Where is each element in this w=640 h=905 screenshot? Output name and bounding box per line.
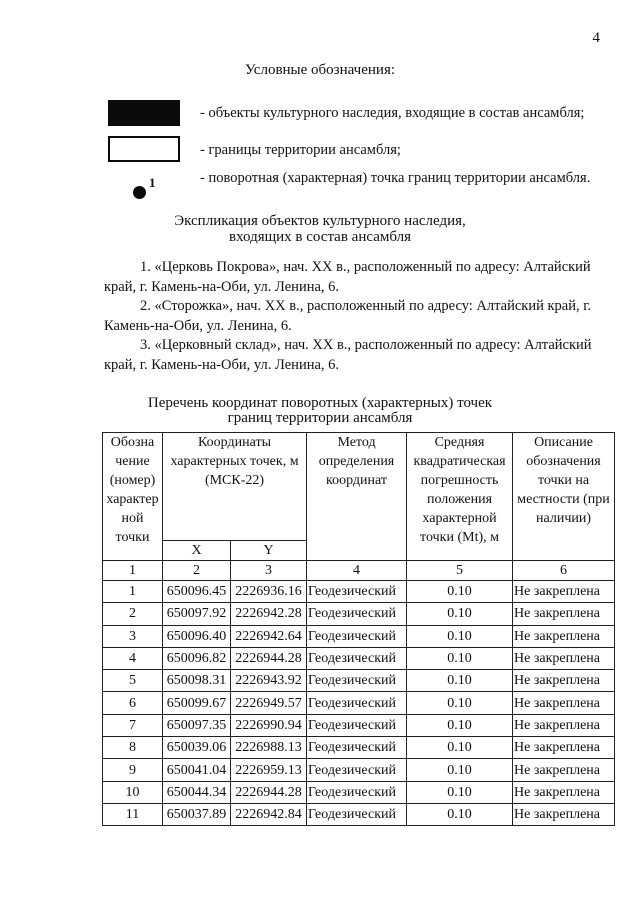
header-description: Описание обозначения точки на местности (при наличии): [513, 433, 615, 561]
table-row: [103, 737, 615, 759]
cell-method: Геодезический: [307, 781, 407, 803]
table-title-line2: границ территории ансамбля: [227, 410, 413, 426]
cell-coord-y: 2226942.64: [231, 625, 307, 647]
header-coordinates: Координаты характерных точек, м (МСК-22): [163, 433, 307, 541]
cell-point-number: 11: [103, 803, 163, 825]
cell-error: 0.10: [407, 670, 513, 692]
explication-item: 3. «Церковный склад», нач. XX в., расположенный по адресу: Алтайский край, г. Камень-на-Оби, ул. Ленина, 6.: [104, 337, 592, 373]
legend-item-point: - поворотная (характерная) точка границ территории ансамбля.: [200, 170, 591, 186]
territory-boundary-swatch: [108, 136, 180, 162]
cell-description: Не закреплена: [513, 581, 615, 603]
cell-coord-y: 2226944.28: [231, 781, 307, 803]
cell-point-number: 2: [103, 603, 163, 625]
cell-point-number: 6: [103, 692, 163, 714]
cell-coord-y: 2226944.28: [231, 647, 307, 669]
cell-description: Не закреплена: [513, 603, 615, 625]
cell-coord-y: 2226990.94: [231, 714, 307, 736]
cell-method: Геодезический: [307, 625, 407, 647]
cell-description: Не закреплена: [513, 692, 615, 714]
cell-point-number: 10: [103, 781, 163, 803]
table-row: [103, 759, 615, 781]
col-number: 5: [407, 561, 513, 581]
cell-method: Геодезический: [307, 803, 407, 825]
cell-coord-x: 650099.67: [163, 692, 231, 714]
table-row: [103, 603, 615, 625]
cell-error: 0.10: [407, 781, 513, 803]
cell-point-number: 4: [103, 647, 163, 669]
legend-title: Условные обозначения:: [244, 62, 396, 78]
explication-list: [104, 258, 604, 375]
cell-point-number: 7: [103, 714, 163, 736]
table-title: [0, 396, 640, 426]
header-method: Метод определения координат: [307, 433, 407, 561]
cell-description: Не закреплена: [513, 647, 615, 669]
table-row: [103, 670, 615, 692]
cell-error: 0.10: [407, 647, 513, 669]
heritage-object-swatch: [108, 100, 180, 126]
cell-point-number: 8: [103, 737, 163, 759]
turning-point-label: 1: [149, 175, 156, 190]
cell-description: Не закреплена: [513, 714, 615, 736]
cell-description: Не закреплена: [513, 670, 615, 692]
cell-error: 0.10: [407, 625, 513, 647]
cell-coord-x: 650041.04: [163, 759, 231, 781]
table-row: [103, 647, 615, 669]
cell-method: Геодезический: [307, 759, 407, 781]
cell-method: Геодезический: [307, 670, 407, 692]
explication-item: 1. «Церковь Покрова», нач. XX в., расположенный по адресу: Алтайский край, г. Камень-на-Оби, ул. Ленина, 6.: [104, 259, 591, 295]
cell-method: Геодезический: [307, 714, 407, 736]
cell-error: 0.10: [407, 603, 513, 625]
cell-point-number: 3: [103, 625, 163, 647]
table-row: [103, 714, 615, 736]
cell-description: Не закреплена: [513, 781, 615, 803]
cell-description: Не закреплена: [513, 759, 615, 781]
cell-description: Не закреплена: [513, 737, 615, 759]
cell-description: Не закреплена: [513, 625, 615, 647]
turning-point-icon: [133, 186, 146, 199]
cell-coord-x: 650044.34: [163, 781, 231, 803]
cell-method: Геодезический: [307, 692, 407, 714]
cell-coord-x: 650037.89: [163, 803, 231, 825]
cell-error: 0.10: [407, 581, 513, 603]
cell-method: Геодезический: [307, 737, 407, 759]
cell-coord-y: 2226988.13: [231, 737, 307, 759]
cell-error: 0.10: [407, 692, 513, 714]
coordinates-table: [102, 432, 615, 826]
cell-error: 0.10: [407, 714, 513, 736]
cell-description: Не закреплена: [513, 803, 615, 825]
cell-coord-x: 650039.06: [163, 737, 231, 759]
cell-coord-y: 2226942.84: [231, 803, 307, 825]
header-error: Средняя квадратическая погрешность положения характерной точки (Mt), м: [407, 433, 513, 561]
cell-coord-x: 650096.45: [163, 581, 231, 603]
cell-point-number: 5: [103, 670, 163, 692]
col-number: 3: [231, 561, 307, 581]
cell-coord-x: 650096.82: [163, 647, 231, 669]
cell-coord-y: 2226943.92: [231, 670, 307, 692]
table-row: [103, 781, 615, 803]
cell-error: 0.10: [407, 759, 513, 781]
cell-coord-y: 2226949.57: [231, 692, 307, 714]
col-number: 1: [103, 561, 163, 581]
cell-coord-y: 2226942.28: [231, 603, 307, 625]
cell-coord-x: 650097.92: [163, 603, 231, 625]
table-row: [103, 692, 615, 714]
header-y: Y: [231, 541, 307, 561]
header-point-number: Обозна чение (номер) характер ной точки: [103, 433, 163, 561]
col-number: 2: [163, 561, 231, 581]
page-number: 4: [592, 30, 600, 46]
table-row: [103, 803, 615, 825]
cell-coord-y: 2226936.16: [231, 581, 307, 603]
table-row: [103, 625, 615, 647]
header-x: X: [163, 541, 231, 561]
cell-coord-x: 650098.31: [163, 670, 231, 692]
legend-item-boundary: - границы территории ансамбля;: [200, 142, 401, 158]
explication-item: 2. «Сторожка», нач. XX в., расположенный по адресу: Алтайский край, г. Камень-на-Оби, ул. Ленина, 6.: [104, 298, 592, 334]
cell-coord-y: 2226959.13: [231, 759, 307, 781]
cell-error: 0.10: [407, 737, 513, 759]
cell-coord-x: 650096.40: [163, 625, 231, 647]
explication-title-line2: входящих в состав ансамбля: [228, 229, 411, 245]
cell-method: Геодезический: [307, 647, 407, 669]
legend-item-heritage: - объекты культурного наследия, входящие в состав ансамбля;: [200, 105, 585, 121]
col-number: 6: [513, 561, 615, 581]
table-row: [103, 581, 615, 603]
table-title-line1: Перечень координат поворотных (характерных) точек: [147, 395, 493, 411]
col-number: 4: [307, 561, 407, 581]
cell-method: Геодезический: [307, 603, 407, 625]
cell-error: 0.10: [407, 803, 513, 825]
cell-point-number: 1: [103, 581, 163, 603]
cell-point-number: 9: [103, 759, 163, 781]
cell-method: Геодезический: [307, 581, 407, 603]
explication-title-line1: Экспликация объектов культурного наследия,: [174, 213, 466, 229]
explication-title: [0, 213, 640, 245]
cell-coord-x: 650097.35: [163, 714, 231, 736]
